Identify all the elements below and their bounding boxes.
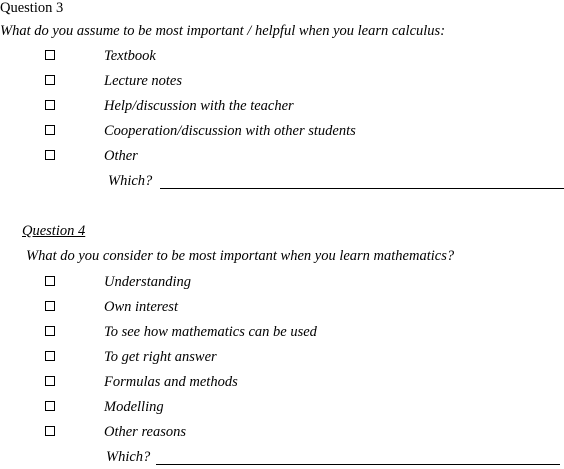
checkbox[interactable]	[45, 376, 55, 386]
checkbox[interactable]	[45, 100, 55, 110]
q4-option-formulas[interactable]	[0, 374, 564, 394]
checkbox[interactable]	[45, 276, 55, 286]
question-4-heading: Question 4	[22, 223, 86, 239]
checkbox[interactable]	[45, 125, 55, 135]
checkbox[interactable]	[45, 50, 55, 60]
option-label: Lecture notes	[104, 73, 182, 89]
q3-option-textbook[interactable]	[0, 48, 564, 68]
q3-which-row	[108, 173, 564, 193]
q4-which-row	[106, 449, 562, 469]
which-label: Which?	[106, 449, 151, 465]
checkbox[interactable]	[45, 426, 55, 436]
q3-which-input-line[interactable]	[160, 188, 564, 189]
q3-option-cooperation[interactable]	[0, 123, 564, 143]
q4-option-see-usage[interactable]	[0, 324, 564, 344]
option-label: To see how mathematics can be used	[104, 324, 317, 340]
q3-option-help-teacher[interactable]	[0, 98, 564, 118]
question-4-prompt: What do you consider to be most important when you learn mathematics?	[26, 248, 455, 264]
checkbox[interactable]	[45, 75, 55, 85]
q4-option-other-reasons[interactable]	[0, 424, 564, 444]
option-label: Modelling	[104, 399, 164, 415]
option-label: Understanding	[104, 274, 191, 290]
question-3-heading: Question 3	[0, 0, 64, 16]
checkbox[interactable]	[45, 301, 55, 311]
checkbox[interactable]	[45, 150, 55, 160]
q3-option-other[interactable]	[0, 148, 564, 168]
option-label: Textbook	[104, 48, 156, 64]
q4-which-input-line[interactable]	[156, 464, 560, 465]
q3-option-lecture-notes[interactable]	[0, 73, 564, 93]
option-label: Other reasons	[104, 424, 187, 440]
option-label: Formulas and methods	[104, 374, 238, 390]
checkbox[interactable]	[45, 401, 55, 411]
option-label: To get right answer	[104, 349, 217, 365]
q4-option-right-answer[interactable]	[0, 349, 564, 369]
option-label: Help/discussion with the teacher	[104, 98, 294, 114]
q4-option-understanding[interactable]	[0, 274, 564, 294]
checkbox[interactable]	[45, 351, 55, 361]
q4-option-own-interest[interactable]	[0, 299, 564, 319]
option-label: Own interest	[104, 299, 178, 315]
which-label: Which?	[108, 173, 153, 189]
checkbox[interactable]	[45, 326, 55, 336]
option-label: Cooperation/discussion with other students	[104, 123, 356, 139]
question-3-prompt: What do you assume to be most important / helpful when you learn calculus:	[0, 23, 446, 39]
q4-option-modelling[interactable]	[0, 399, 564, 419]
option-label: Other	[104, 148, 138, 164]
